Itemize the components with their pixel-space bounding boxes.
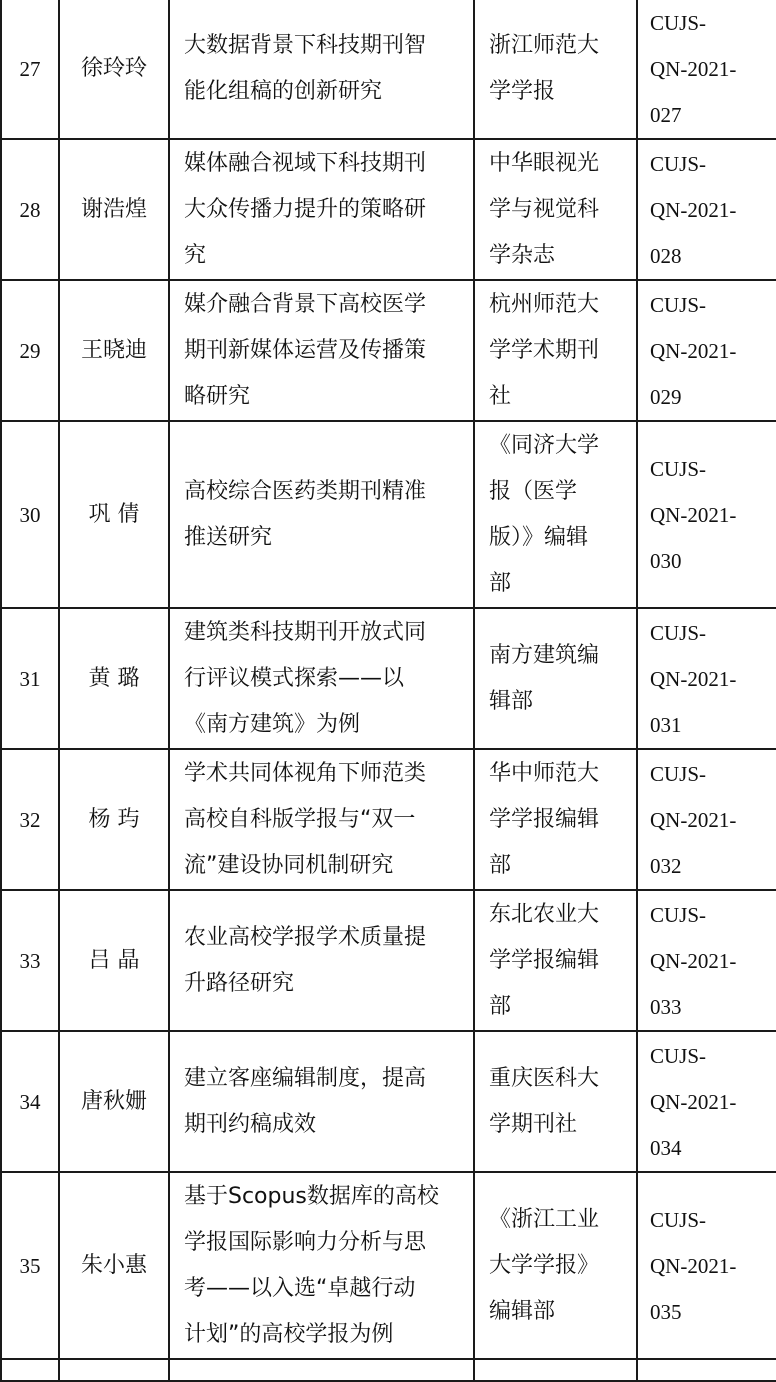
organization-line: 学杂志 bbox=[489, 242, 556, 268]
project-code-line: 028 bbox=[650, 243, 682, 268]
project-title-line: 大众传播力提升的策略研 bbox=[184, 196, 427, 222]
project-title-line: 《南方建筑》为例 bbox=[184, 711, 361, 737]
organization-line: 辑部 bbox=[489, 688, 534, 714]
organization bbox=[474, 890, 637, 1031]
project-code-line: QN-2021- bbox=[650, 666, 737, 691]
row-number: 27 bbox=[1, 0, 59, 139]
organization bbox=[474, 1172, 637, 1359]
project-title bbox=[169, 890, 474, 1031]
project-title-line: 媒介融合背景下高校医学 bbox=[184, 291, 427, 317]
project-title-line: 考——以入选“卓越行动 bbox=[184, 1275, 416, 1301]
project-title-line: 高校自科版学报与“双一 bbox=[184, 806, 416, 832]
project-title-line: 农业高校学报学术质量提 bbox=[184, 924, 427, 950]
project-code bbox=[637, 421, 776, 608]
table-row bbox=[1, 280, 776, 421]
project-code-line: QN-2021- bbox=[650, 197, 737, 222]
author-name: 王晓迪 bbox=[59, 280, 169, 421]
next-row-partial bbox=[1, 1359, 776, 1381]
organization-line: 学学报编辑 bbox=[489, 947, 600, 973]
project-title bbox=[169, 1172, 474, 1359]
row-number: 29 bbox=[1, 280, 59, 421]
organization-line: 浙江师范大 bbox=[489, 32, 600, 58]
organization-line: 《浙江工业 bbox=[489, 1206, 600, 1232]
project-title-line: 推送研究 bbox=[184, 524, 273, 550]
organization-line: 部 bbox=[489, 852, 512, 878]
project-title-line: 建立客座编辑制度，提高 bbox=[184, 1065, 427, 1091]
project-title-line: 学术共同体视角下师范类 bbox=[184, 760, 427, 786]
project-title bbox=[169, 608, 474, 749]
project-code-line: CUJS- bbox=[650, 456, 707, 481]
project-code-line: QN-2021- bbox=[650, 1253, 737, 1278]
organization-line: 学学报编辑 bbox=[489, 806, 600, 832]
project-code-line: CUJS- bbox=[650, 1043, 707, 1068]
project-title-line: 能化组稿的创新研究 bbox=[184, 78, 383, 104]
table-row bbox=[1, 0, 776, 139]
empty-cell bbox=[169, 1359, 474, 1381]
row-number: 35 bbox=[1, 1172, 59, 1359]
project-code bbox=[637, 1031, 776, 1172]
project-code-line: CUJS- bbox=[650, 620, 707, 645]
project-title-line: 建筑类科技期刊开放式同 bbox=[184, 619, 427, 645]
project-code bbox=[637, 890, 776, 1031]
organization-line: 报（医学 bbox=[489, 478, 578, 504]
organization-line: 南方建筑编 bbox=[489, 642, 600, 668]
project-code-line: QN-2021- bbox=[650, 807, 737, 832]
project-title-line: 高校综合医药类期刊精准 bbox=[184, 478, 427, 504]
project-code-line: QN-2021- bbox=[650, 338, 737, 363]
project-code-line: QN-2021- bbox=[650, 948, 737, 973]
organization-line: 学期刊社 bbox=[489, 1111, 578, 1137]
author-name: 巩 倩 bbox=[59, 421, 169, 608]
empty-cell bbox=[59, 1359, 169, 1381]
project-code-line: CUJS- bbox=[650, 1207, 707, 1232]
organization-line: 学学报 bbox=[489, 78, 556, 104]
row-number: 32 bbox=[1, 749, 59, 890]
project-code-line: 030 bbox=[650, 548, 682, 573]
organization-line: 中华眼视光 bbox=[489, 150, 600, 176]
project-code-line: 033 bbox=[650, 994, 682, 1019]
author-name: 徐玲玲 bbox=[59, 0, 169, 139]
table-row bbox=[1, 749, 776, 890]
organization-line: 杭州师范大 bbox=[489, 291, 600, 317]
project-code-line: 029 bbox=[650, 384, 682, 409]
project-title bbox=[169, 280, 474, 421]
row-number: 31 bbox=[1, 608, 59, 749]
project-code bbox=[637, 1172, 776, 1359]
organization-line: 学与视觉科 bbox=[489, 196, 600, 222]
organization-line: 版）》编辑 bbox=[489, 524, 589, 550]
project-title bbox=[169, 0, 474, 139]
project-title-line: 学报国际影响力分析与思 bbox=[184, 1229, 427, 1255]
organization-line: 东北农业大 bbox=[489, 901, 600, 927]
project-title-line: 究 bbox=[184, 242, 207, 268]
project-title-line: 流”建设协同机制研究 bbox=[184, 852, 394, 878]
project-title bbox=[169, 421, 474, 608]
organization-line: 《同济大学 bbox=[489, 432, 600, 458]
author-name: 黄 璐 bbox=[59, 608, 169, 749]
empty-cell bbox=[474, 1359, 637, 1381]
table-row bbox=[1, 421, 776, 608]
project-title-line: 媒体融合视域下科技期刊 bbox=[184, 150, 427, 176]
project-code-line: QN-2021- bbox=[650, 502, 737, 527]
organization bbox=[474, 1031, 637, 1172]
project-title-line: 大数据背景下科技期刊智 bbox=[184, 32, 427, 58]
table-row bbox=[1, 139, 776, 280]
author-name: 唐秋姗 bbox=[59, 1031, 169, 1172]
organization bbox=[474, 749, 637, 890]
organization-line: 编辑部 bbox=[489, 1298, 556, 1324]
organization-line: 部 bbox=[489, 570, 512, 596]
project-code-line: QN-2021- bbox=[650, 1089, 737, 1114]
organization-line: 大学学报》 bbox=[489, 1252, 600, 1278]
author-name: 谢浩煌 bbox=[59, 139, 169, 280]
table-row bbox=[1, 890, 776, 1031]
project-code bbox=[637, 0, 776, 139]
project-code-line: 031 bbox=[650, 712, 682, 737]
organization bbox=[474, 421, 637, 608]
table-row bbox=[1, 1031, 776, 1172]
project-title-line: 升路径研究 bbox=[184, 970, 295, 996]
author-name: 吕 晶 bbox=[59, 890, 169, 1031]
project-code-line: QN-2021- bbox=[650, 56, 737, 81]
organization bbox=[474, 608, 637, 749]
empty-cell bbox=[1, 1359, 59, 1381]
organization-line: 部 bbox=[489, 993, 512, 1019]
table-row bbox=[1, 1172, 776, 1359]
project-title bbox=[169, 749, 474, 890]
project-title-line: 略研究 bbox=[184, 383, 251, 409]
organization bbox=[474, 280, 637, 421]
organization bbox=[474, 139, 637, 280]
project-code-line: CUJS- bbox=[650, 902, 707, 927]
project-code bbox=[637, 280, 776, 421]
project-title-line: 期刊约稿成效 bbox=[184, 1111, 317, 1137]
organization-line: 华中师范大 bbox=[489, 760, 600, 786]
project-code bbox=[637, 608, 776, 749]
project-code-line: CUJS- bbox=[650, 151, 707, 176]
project-code-line: 032 bbox=[650, 853, 682, 878]
organization-line: 社 bbox=[489, 383, 512, 409]
project-title bbox=[169, 139, 474, 280]
author-name: 朱小惠 bbox=[59, 1172, 169, 1359]
project-title-line: 期刊新媒体运营及传播策 bbox=[184, 337, 427, 363]
row-number: 30 bbox=[1, 421, 59, 608]
project-code-line: 035 bbox=[650, 1299, 682, 1324]
organization-line: 学学术期刊 bbox=[489, 337, 600, 363]
awards-table-body bbox=[1, 0, 776, 1381]
project-code bbox=[637, 139, 776, 280]
table-row bbox=[1, 608, 776, 749]
project-title-line: 基于Scopus数据库的高校 bbox=[184, 1183, 439, 1209]
project-code-line: 027 bbox=[650, 102, 682, 127]
row-number: 33 bbox=[1, 890, 59, 1031]
project-code-line: CUJS- bbox=[650, 292, 707, 317]
row-number: 28 bbox=[1, 139, 59, 280]
project-code-line: 034 bbox=[650, 1135, 682, 1160]
row-number: 34 bbox=[1, 1031, 59, 1172]
project-code-line: CUJS- bbox=[650, 10, 707, 35]
author-name: 杨 玙 bbox=[59, 749, 169, 890]
project-title-line: 行评议模式探索——以 bbox=[184, 665, 405, 691]
organization bbox=[474, 0, 637, 139]
project-code-line: CUJS- bbox=[650, 761, 707, 786]
project-title bbox=[169, 1031, 474, 1172]
project-code bbox=[637, 749, 776, 890]
project-title-line: 计划”的高校学报为例 bbox=[184, 1321, 394, 1347]
empty-cell bbox=[637, 1359, 776, 1381]
organization-line: 重庆医科大 bbox=[489, 1065, 600, 1091]
